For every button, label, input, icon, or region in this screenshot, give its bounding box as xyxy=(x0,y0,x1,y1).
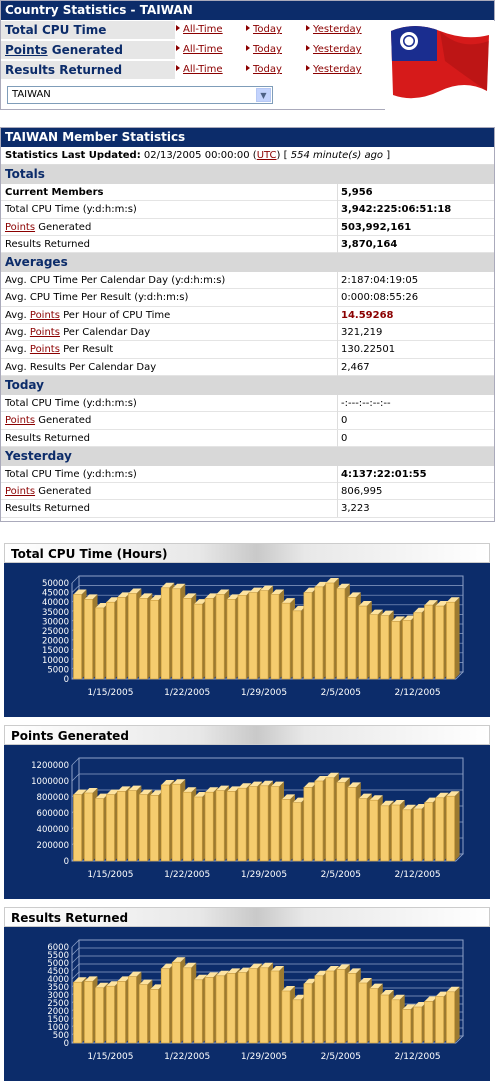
stat-row xyxy=(1,201,494,218)
bar xyxy=(260,968,268,1043)
country-row xyxy=(1,61,384,79)
bar xyxy=(128,594,136,679)
stat-row: Avg. Points Per Result 130.22501 xyxy=(1,341,494,358)
y-tick-label: 10000 xyxy=(41,655,69,666)
bar xyxy=(271,787,279,861)
bar xyxy=(271,595,279,679)
y-tick-label: 1200000 xyxy=(31,761,69,771)
bar xyxy=(194,980,202,1043)
stat-label: Total CPU Time (y:d:h:m:s) xyxy=(5,468,137,480)
section-today: Today xyxy=(1,376,494,395)
bar xyxy=(304,787,312,861)
y-tick-label: 0 xyxy=(63,675,69,685)
bar-side xyxy=(455,597,460,679)
gridline-side xyxy=(72,956,79,963)
arrow-right-icon xyxy=(306,45,310,51)
bar xyxy=(150,989,158,1043)
country-row-label: Points Generated xyxy=(1,41,175,59)
stat-label: Avg. Results Per Calendar Day xyxy=(5,361,157,373)
bar xyxy=(227,973,235,1043)
bar xyxy=(238,973,246,1043)
bar xyxy=(205,792,213,861)
cpu-time-chart xyxy=(4,543,490,717)
points-link[interactable]: Points xyxy=(29,309,60,321)
bar xyxy=(216,791,224,861)
bar xyxy=(249,787,257,861)
country-select-value: TAIWAN xyxy=(12,89,51,100)
stat-label: Avg. CPU Time Per Result (y:d:h:m:s) xyxy=(5,292,189,304)
gridline-side xyxy=(72,774,79,781)
y-tick-label: 1000 xyxy=(47,1023,69,1033)
member-title: TAIWAN Member Statistics xyxy=(1,128,494,147)
bar xyxy=(315,976,323,1043)
bar xyxy=(73,595,81,679)
bar xyxy=(315,587,323,679)
arrow-right-icon xyxy=(306,65,310,71)
bar xyxy=(161,969,169,1043)
y-tick-label: 0 xyxy=(63,1039,69,1049)
last-updated: Statistics Last Updated: 02/13/2005 00:00:00 (UTC) [ 554 minute(s) ago ] xyxy=(1,147,494,165)
x-tick-label: 2/12/2005 xyxy=(394,688,441,698)
bar xyxy=(392,621,400,679)
bar xyxy=(435,606,443,679)
bar xyxy=(139,795,147,861)
stat-row xyxy=(1,184,494,201)
bar xyxy=(117,597,125,679)
bar xyxy=(183,792,191,861)
y-tick-label: 4000 xyxy=(47,975,69,985)
bar xyxy=(106,986,114,1043)
utc-link[interactable]: UTC xyxy=(256,150,277,161)
stat-row xyxy=(1,412,494,429)
stat-row xyxy=(1,272,494,289)
bar xyxy=(161,785,169,861)
y-tick-label: 5000 xyxy=(47,959,69,969)
bar xyxy=(227,599,235,679)
gridline-side xyxy=(72,758,79,765)
bar xyxy=(84,793,92,861)
bar xyxy=(249,969,257,1043)
taiwan-flag-image xyxy=(385,21,495,110)
bar xyxy=(348,597,356,679)
bar xyxy=(172,589,180,679)
arrow-right-icon xyxy=(176,65,180,71)
y-tick-label: 45000 xyxy=(41,588,69,599)
bar xyxy=(348,973,356,1043)
chevron-down-icon[interactable]: ▼ xyxy=(256,88,271,102)
link-yesterday[interactable]: Yesterday xyxy=(306,21,362,39)
points-link[interactable]: Points xyxy=(5,221,36,233)
stat-label: Per Hour of CPU Time xyxy=(63,309,171,321)
bar xyxy=(227,791,235,861)
y-tick-label: 1000000 xyxy=(31,777,69,787)
x-tick-label: 1/15/2005 xyxy=(87,1052,134,1062)
bar xyxy=(414,613,422,679)
bar xyxy=(106,602,114,679)
x-tick-label: 1/22/2005 xyxy=(164,870,211,880)
x-tick-label: 1/15/2005 xyxy=(87,870,134,880)
stat-value: 2,467 xyxy=(337,359,370,376)
stat-row xyxy=(1,219,494,236)
bar xyxy=(106,795,114,861)
country-select[interactable] xyxy=(7,86,273,104)
y-tick-label: 3500 xyxy=(47,983,69,993)
bar xyxy=(194,604,202,679)
stat-label: Results Returned xyxy=(5,238,90,250)
bar xyxy=(260,591,268,679)
stat-row xyxy=(1,466,494,483)
y-tick-label: 5500 xyxy=(47,951,69,961)
bar xyxy=(117,791,125,861)
bar xyxy=(315,781,323,861)
chart-title: Total CPU Time (Hours) xyxy=(4,543,490,563)
bar xyxy=(304,593,312,679)
y-tick-label: 30000 xyxy=(41,617,69,628)
points-link[interactable]: Points xyxy=(5,43,48,57)
stat-value: 0:000:08:55:26 xyxy=(337,289,418,306)
bar xyxy=(392,805,400,861)
stat-label: Generated xyxy=(38,415,92,427)
bar xyxy=(128,791,136,861)
y-tick-label: 25000 xyxy=(41,627,69,637)
bar xyxy=(95,608,103,679)
section-averages: Averages xyxy=(1,253,494,272)
bar xyxy=(326,583,334,679)
bar xyxy=(370,989,378,1043)
x-tick-label: 1/22/2005 xyxy=(164,688,211,698)
bar xyxy=(359,799,367,861)
bar xyxy=(381,806,389,861)
points-link[interactable]: Points xyxy=(29,344,60,356)
y-tick-label: 40000 xyxy=(41,598,69,609)
bar xyxy=(403,810,411,861)
bar xyxy=(282,799,290,861)
arrow-right-icon xyxy=(176,25,180,31)
bar xyxy=(446,992,454,1043)
stat-value: 3,942:225:06:51:18 xyxy=(337,201,451,218)
bar xyxy=(172,784,180,861)
country-statistics-panel xyxy=(0,0,495,110)
bar xyxy=(249,593,257,679)
stat-row: Avg. Points Per Hour of CPU Time 14.59268 xyxy=(1,307,494,324)
x-tick-label: 2/5/2005 xyxy=(320,688,362,698)
bar xyxy=(84,981,92,1043)
stat-label: Generated xyxy=(38,221,92,233)
gridline-side xyxy=(72,940,79,947)
link-today[interactable]: Today xyxy=(246,61,282,79)
stat-value: 130.22501 xyxy=(337,341,395,358)
stat-label: Generated xyxy=(38,486,92,498)
points-link[interactable]: Points xyxy=(5,486,36,498)
link-today[interactable]: Today xyxy=(246,41,282,59)
bar xyxy=(205,977,213,1043)
bar xyxy=(435,997,443,1043)
results-chart xyxy=(4,907,490,1081)
bar xyxy=(128,977,136,1043)
y-tick-label: 15000 xyxy=(41,646,69,657)
chart-title: Results Returned xyxy=(4,907,490,927)
bar xyxy=(271,971,279,1043)
arrow-right-icon xyxy=(246,45,250,51)
stat-label: Current Members xyxy=(5,187,104,198)
stat-label: Results Returned xyxy=(5,503,90,515)
x-tick-label: 1/29/2005 xyxy=(240,870,288,880)
bar xyxy=(359,606,367,679)
country-title: Country Statistics - TAIWAN xyxy=(1,1,494,20)
bar xyxy=(216,595,224,679)
stat-value: 3,223 xyxy=(337,500,370,517)
gridline-side xyxy=(72,576,79,583)
bar xyxy=(381,995,389,1043)
y-tick-label: 5000 xyxy=(47,665,69,676)
bar xyxy=(73,795,81,861)
stat-label: Total CPU Time (y:d:h:m:s) xyxy=(5,204,137,216)
stat-label: Results Returned xyxy=(5,432,90,444)
stat-label: Avg. CPU Time Per Calendar Day (y:d:h:m:s) xyxy=(5,275,226,287)
y-tick-label: 0 xyxy=(63,857,69,867)
link-all-time[interactable]: All-Time xyxy=(176,61,223,79)
bar xyxy=(293,611,301,679)
stat-value: 14.59268 xyxy=(337,307,394,324)
points-link[interactable]: Points xyxy=(29,327,60,339)
y-tick-label: 2000 xyxy=(47,1007,69,1017)
y-tick-label: 4500 xyxy=(47,967,69,977)
points-link[interactable]: Points xyxy=(5,415,36,427)
member-statistics-panel xyxy=(0,127,495,522)
stat-row xyxy=(1,483,494,500)
country-row-label: Results Returned xyxy=(1,61,175,79)
bar xyxy=(435,798,443,861)
y-tick-label: 800000 xyxy=(36,793,69,803)
country-row-label: Total CPU Time xyxy=(1,21,175,39)
bar xyxy=(84,599,92,679)
stat-row xyxy=(1,395,494,412)
bar xyxy=(161,588,169,679)
gridline-side xyxy=(72,948,79,955)
bar xyxy=(392,1000,400,1043)
bar xyxy=(414,1007,422,1043)
stat-row xyxy=(1,236,494,253)
chart-title: Points Generated xyxy=(4,725,490,745)
bar xyxy=(381,616,389,679)
arrow-right-icon xyxy=(246,65,250,71)
bar xyxy=(446,796,454,861)
bar xyxy=(216,976,224,1043)
bar xyxy=(117,981,125,1043)
bar xyxy=(370,615,378,679)
y-tick-label: 600000 xyxy=(36,809,69,819)
bar xyxy=(282,991,290,1043)
bar xyxy=(205,598,213,679)
y-tick-label: 400000 xyxy=(36,825,69,835)
bar xyxy=(73,982,81,1043)
bar xyxy=(414,809,422,861)
bar xyxy=(403,620,411,679)
bar xyxy=(260,786,268,861)
gridline-side xyxy=(72,964,79,971)
arrow-right-icon xyxy=(306,25,310,31)
y-tick-label: 200000 xyxy=(36,841,69,851)
stat-label: Total CPU Time (y:d:h:m:s) xyxy=(5,397,137,409)
bar-side xyxy=(455,791,460,861)
bar xyxy=(425,1001,433,1043)
bar xyxy=(183,598,191,679)
stat-row xyxy=(1,430,494,447)
x-tick-label: 2/5/2005 xyxy=(320,1052,362,1062)
bar xyxy=(194,797,202,861)
bar xyxy=(337,783,345,861)
bar xyxy=(446,602,454,679)
bar xyxy=(370,800,378,861)
x-tick-label: 2/12/2005 xyxy=(394,1052,441,1062)
x-tick-label: 1/15/2005 xyxy=(87,688,134,698)
country-row xyxy=(1,41,384,59)
bar xyxy=(293,803,301,861)
stat-value: 806,995 xyxy=(337,483,382,500)
bar xyxy=(337,589,345,679)
link-today[interactable]: Today xyxy=(246,21,282,39)
link-all-time[interactable]: All-Time xyxy=(176,41,223,59)
stat-row xyxy=(1,359,494,376)
y-tick-label: 500 xyxy=(52,1031,69,1041)
stat-value: 0 xyxy=(337,430,347,447)
bar xyxy=(139,985,147,1043)
arrow-right-icon xyxy=(176,45,180,51)
stat-label: Per Calendar Day xyxy=(63,327,151,339)
link-all-time[interactable]: All-Time xyxy=(176,21,223,39)
y-tick-label: 35000 xyxy=(41,607,69,618)
points-chart xyxy=(4,725,490,899)
x-tick-label: 1/22/2005 xyxy=(164,1052,211,1062)
link-yesterday[interactable]: Yesterday xyxy=(306,61,362,79)
bar xyxy=(348,787,356,861)
bar xyxy=(359,983,367,1043)
x-tick-label: 1/29/2005 xyxy=(240,688,288,698)
y-tick-label: 2500 xyxy=(47,999,69,1009)
stat-value: 3,870,164 xyxy=(337,236,397,253)
bar xyxy=(293,1000,301,1043)
bar xyxy=(238,788,246,861)
stat-row xyxy=(1,500,494,517)
bar xyxy=(150,795,158,861)
bar xyxy=(403,1009,411,1043)
arrow-right-icon xyxy=(246,25,250,31)
bar xyxy=(95,988,103,1043)
y-tick-label: 3000 xyxy=(47,991,69,1001)
stat-value: 5,956 xyxy=(337,184,373,201)
bar xyxy=(150,600,158,679)
y-tick-label: 50000 xyxy=(41,579,69,589)
bar xyxy=(95,799,103,861)
stat-value: -:---:--:--:-- xyxy=(337,395,391,412)
bar xyxy=(282,603,290,679)
y-tick-label: 6000 xyxy=(47,943,69,953)
stat-row: Avg. Points Per Calendar Day 321,219 xyxy=(1,324,494,341)
bar xyxy=(304,984,312,1043)
section-yesterday: Yesterday xyxy=(1,447,494,466)
stat-value: 2:187:04:19:05 xyxy=(337,272,418,289)
country-row xyxy=(1,21,384,39)
bar xyxy=(172,962,180,1043)
stat-value: 321,219 xyxy=(337,324,382,341)
stat-label: Per Result xyxy=(63,344,114,356)
bar xyxy=(337,969,345,1043)
bar xyxy=(326,778,334,861)
bar xyxy=(425,605,433,679)
link-yesterday[interactable]: Yesterday xyxy=(306,41,362,59)
stat-value: 0 xyxy=(337,412,347,429)
bar xyxy=(425,803,433,861)
y-tick-label: 20000 xyxy=(41,636,69,647)
bar xyxy=(238,595,246,679)
x-tick-label: 1/29/2005 xyxy=(240,1052,288,1062)
stat-value: 503,992,161 xyxy=(337,219,411,236)
section-totals: Totals xyxy=(1,165,494,184)
bar xyxy=(326,971,334,1043)
y-tick-label: 1500 xyxy=(47,1015,69,1025)
x-tick-label: 2/12/2005 xyxy=(394,870,441,880)
stat-row xyxy=(1,289,494,306)
stat-value: 4:137:22:01:55 xyxy=(337,466,427,483)
x-tick-label: 2/5/2005 xyxy=(320,870,362,880)
bar xyxy=(139,598,147,679)
bar-side xyxy=(455,987,460,1043)
bar xyxy=(183,968,191,1043)
